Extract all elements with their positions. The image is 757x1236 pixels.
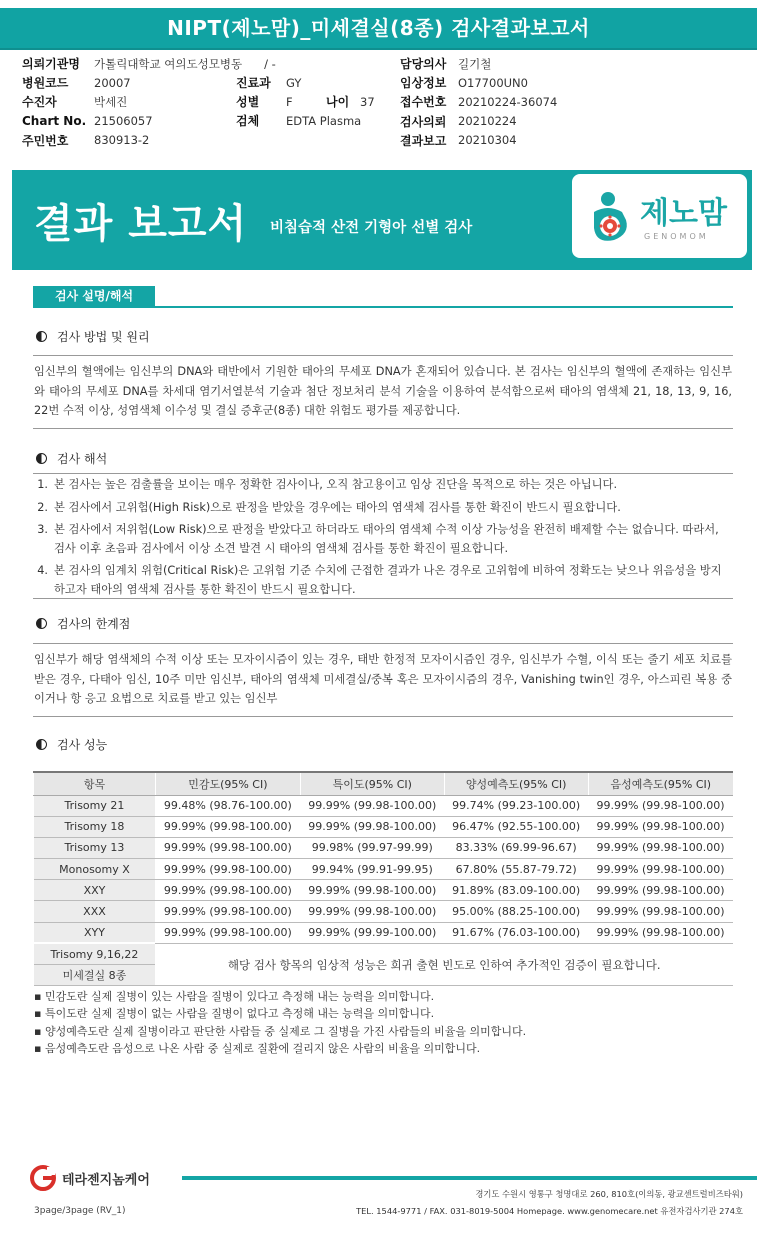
table-cell: 99.98% (99.97-99.99) [300,837,444,858]
report-title: NIPT(제노맘)_미세결실(8종) 검사결과보고서 [0,8,757,48]
row-label: 미세결실 8종 [34,965,156,986]
table-row [34,816,734,837]
list-item-text: 본 검사에서 고위험(High Risk)으로 판정을 받았을 경우에는 태아의 염색체 검사를 통한 확진이 반드시 필요합니다. [54,500,621,514]
half-circle-icon [36,453,47,464]
note-text: 민감도란 실제 질병이 있는 사람을 질병이 있다고 측정해 내는 능력을 의미합니다. [44,990,435,1003]
table-cell: 99.99% (99.98-100.00) [155,880,300,901]
info-label: 임상정보 [400,76,447,91]
table-cell: 99.99% (99.98-100.00) [588,880,733,901]
column-header: 음성예측도(95% CI) [588,772,733,795]
result-banner [12,170,752,270]
banner-subtitle: 비침습적 산전 기형아 선별 검사 [270,220,473,236]
method-heading-text: 검사 방법 및 원리 [57,330,150,344]
limitations-text: 임신부가 해당 염색체의 수적 이상 또는 모자이시즘이 있는 경우, 태반 한정적 모자이시즘인 경우, 임신부가 수혈, 이식 또는 줄기 세포 치료를 받은 경우, 다태아 임신, 10주 미만 임신부, 태아의 염색체 미세결실/중복 혹은 모자이시즘의 경우, Vanishing twin인 경우, 아스피린 복용 중이거나 항 응고 요법으로 치료를 받고 있는 임신부 [34,653,732,705]
info-label: 접수번호 [400,95,447,110]
divider [33,428,733,429]
table-cell: 99.99% (99.98-100.00) [588,901,733,922]
genomom-logo [572,174,747,258]
table-cell: 99.99% (99.98-100.00) [155,922,300,943]
row-label: XXY [34,880,156,901]
table-cell: 99.99% (99.98-100.00) [155,901,300,922]
table-cell: 99.94% (99.91-99.95) [300,859,444,880]
list-item: ▪ 특이도란 실제 질병이 없는 사람을 질병이 없다고 측정해 내는 능력을 의미합니다. [34,1007,435,1021]
list-item-text: 본 검사의 임계치 위험(Critical Risk)은 고위험 기준 수치에 근접한 결과가 나온 경우로 고위험에 비하여 정확도는 낮으나 위음성을 방지하고자 태아의 염색체 검사를 통한 확진이 반드시 필요합니다. [54,564,722,596]
performance-table [33,771,733,986]
footer-contact: TEL. 1544-9771 / FAX. 031-8019-5004 Homepage. www.genomecare.net 유전자검사기관 274호 [356,1206,743,1216]
section-divider [33,306,733,308]
info-value: 20210224 [458,114,517,129]
title-underline [0,48,757,50]
company-logo [30,1165,150,1191]
table-cell: 99.99% (99.98-100.00) [155,859,300,880]
divider [33,598,733,599]
table-row [34,795,734,816]
info-value: 37 [360,94,375,109]
info-value: 20210304 [458,133,517,148]
list-item-text: 본 검사는 높은 검출률을 보이는 매우 정확한 검사이나, 오직 참고용이고 임상 진단을 목적으로 하는 것은 아닙니다. [54,478,618,491]
info-value: EDTA Plasma [286,113,362,128]
table-cell: 99.99% (99.98-100.00) [588,922,733,943]
info-value: F [286,94,293,109]
table-cell: 99.99% (99.98-100.00) [300,880,444,901]
definition-notes [34,988,526,1057]
column-header: 항목 [34,772,156,795]
divider [33,716,733,717]
info-value: O17700UN0 [458,75,528,90]
table-row [34,859,734,880]
row-label: Monosomy X [34,859,156,880]
patient-info-col2 [236,73,375,131]
info-label: 진료과 [236,76,271,91]
table-cell: 99.99% (99.98-100.00) [588,795,733,816]
genomom-mother-icon [588,190,636,246]
table-row [34,943,734,964]
info-label: 담당의사 [400,57,447,72]
divider [33,473,733,474]
footer-bar [182,1176,757,1180]
performance-heading [36,736,107,753]
table-cell: 91.89% (83.09-100.00) [444,880,588,901]
info-label: Chart No. [22,114,87,129]
half-circle-icon [36,739,47,750]
info-value: 21506057 [94,114,153,129]
table-cell: 99.48% (98.76-100.00) [155,795,300,816]
divider [33,355,733,356]
list-item: 4. 본 검사의 임계치 위험(Critical Risk)은 고위험 기준 수치에 근접한 결과가 나온 경우로 고위험에 비하여 정확도는 낮으나 위음성을 방지하고자 태아의 염색체 검사를 통한 확진이 반드시 필요합니다. [34,562,732,599]
info-label: 나이 [326,95,350,110]
table-cell: 99.99% (99.98-100.00) [155,837,300,858]
footer-address: 경기도 수원시 영통구 청명대로 260, 810호(이의동, 광교센트럴비즈타워) [475,1189,743,1199]
info-value: / - [264,56,276,71]
table-row [34,901,734,922]
table-cell: 99.99% (99.98-100.00) [300,795,444,816]
table-cell: 99.99% (99.98-100.00) [588,859,733,880]
info-value: 20210224-36074 [458,94,558,109]
table-cell: 67.80% (55.87-79.72) [444,859,588,880]
info-label: 병원코드 [22,76,69,91]
table-cell: 99.99% (99.98-100.00) [588,837,733,858]
info-label: 수진자 [22,95,57,110]
table-cell: 99.99% (99.98-100.00) [300,816,444,837]
list-item: 2. 본 검사에서 고위험(High Risk)으로 판정을 받았을 경우에는 태아의 염색체 검사를 통한 확진이 반드시 필요합니다. [34,499,732,518]
section-tab: 검사 설명/해석 [33,286,155,306]
list-item-text: 본 검사에서 저위험(Low Risk)으로 판정을 받았다고 하더라도 태아의 염색체 수적 이상 가능성을 완전히 배제할 수는 없습니다. 따라서, 검사 이후 초음파 검사에서 이상 소견 발견 시 태아의 염색체 검사를 통한 확진이 필요합니다. [54,523,719,555]
info-value: 830913-2 [94,133,150,148]
info-value: 길기철 [458,56,492,71]
table-cell: 96.47% (92.55-100.00) [444,816,588,837]
info-label: 성별 [236,95,260,110]
table-row [34,880,734,901]
method-text: 임신부의 혈액에는 임신부의 DNA와 태반에서 기원한 태아의 무세포 DNA가 혼재되어 있습니다. 본 검사는 임신부의 혈액에 존재하는 임신부와 태아의 무세포 DNA를 차세대 염기서열분석 기술과 첨단 정보처리 분석 기술을 이용하여 분석함으로써 태아의 염색체 21, 18, 13, 9, 16, 22번 수적 이상, 성염색체 이수성 및 결실 증후군(8종) 대한 위험도 평가를 제공합니다. [34,365,732,417]
half-circle-icon [36,331,47,342]
method-heading [36,328,150,345]
list-item: 3. 본 검사에서 저위험(Low Risk)으로 판정을 받았다고 하더라도 태아의 염색체 수적 이상 가능성을 완전히 배제할 수는 없습니다. 따라서, 검사 이후 초음파 검사에서 이상 소견 발견 시 태아의 염색체 검사를 통한 확진이 필요합니다. [34,521,732,558]
row-label: XYY [34,922,156,943]
info-label: 검사의뢰 [400,114,447,129]
limitations-heading-text: 검사의 한계점 [57,617,131,631]
info-label: 검체 [236,114,260,129]
column-header: 민감도(95% CI) [155,772,300,795]
info-label: 결과보고 [400,133,447,148]
table-cell: 99.99% (99.98-100.00) [300,901,444,922]
interpretation-list [34,476,732,603]
info-value: 박세진 [94,94,128,109]
info-value: 20007 [94,75,131,90]
page-number: 3page/3page (RV_1) [34,1206,126,1216]
banner-title: 결과 보고서 [34,201,248,247]
row-label: Trisomy 13 [34,837,156,858]
column-header: 양성예측도(95% CI) [444,772,588,795]
theragen-g-logo-icon [30,1165,56,1191]
info-value: GY [286,75,302,90]
half-circle-icon [36,618,47,629]
list-item: ▪ 음성예측도란 음성으로 나온 사람 중 실제로 질환에 걸리지 않은 사람의 비율을 의미합니다. [34,1041,481,1055]
patient-info-col3 [400,54,557,150]
table-row [34,922,734,943]
limitations-heading [36,615,130,632]
logo-wordmark: 제노맘 [640,196,727,231]
table-note: 해당 검사 항목의 임상적 성능은 희귀 출현 빈도로 인하여 추가적인 검증이 필요합니다. [155,943,733,985]
list-item: ▪ 양성예측도란 실제 질병이라고 판단한 사람들 중 실제로 그 질병을 가진 사람들의 비율을 의미합니다. [34,1024,527,1038]
interpretation-heading [36,450,107,467]
table-cell: 99.99% (99.98-100.00) [155,816,300,837]
table-cell: 95.00% (88.25-100.00) [444,901,588,922]
table-row [34,837,734,858]
info-value: 가톨릭대학교 여의도성모병동 [94,56,243,71]
list-item: ▪ 민감도란 실제 질병이 있는 사람을 질병이 있다고 측정해 내는 능력을 의미합니다. [34,990,435,1003]
table-header-row [34,772,734,795]
row-label: XXX [34,901,156,922]
info-label: 주민번호 [22,133,69,148]
row-label: Trisomy 18 [34,816,156,837]
table-cell: 99.74% (99.23-100.00) [444,795,588,816]
note-text: 특이도란 실제 질병이 없는 사람을 질병이 없다고 측정해 내는 능력을 의미합니다. [44,1007,435,1021]
row-label: Trisomy 21 [34,795,156,816]
company-name: 테라젠지놈케어 [62,1172,150,1188]
performance-heading-text: 검사 성능 [57,738,108,752]
table-cell: 99.99% (99.99-100.00) [300,922,444,943]
column-header: 특이도(95% CI) [300,772,444,795]
table-cell: 99.99% (99.98-100.00) [588,816,733,837]
note-text: 양성예측도란 실제 질병이라고 판단한 사람들 중 실제로 그 질병을 가진 사람들의 비율을 의미합니다. [44,1024,527,1038]
list-item: 1. 본 검사는 높은 검출률을 보이는 매우 정확한 검사이나, 오직 참고용이고 임상 진단을 목적으로 하는 것은 아닙니다. [34,476,732,495]
info-label: 의뢰기관명 [22,57,80,72]
table-cell: 91.67% (76.03-100.00) [444,922,588,943]
logo-subtext: GENOMOM [644,232,709,241]
divider [33,643,733,644]
table-cell: 83.33% (69.99-96.67) [444,837,588,858]
interpretation-heading-text: 검사 해석 [57,452,108,466]
row-label: Trisomy 9,16,22 [34,943,156,964]
note-text: 음성예측도란 음성으로 나온 사람 중 실제로 질환에 걸리지 않은 사람의 비율을 의미합니다. [44,1041,481,1055]
